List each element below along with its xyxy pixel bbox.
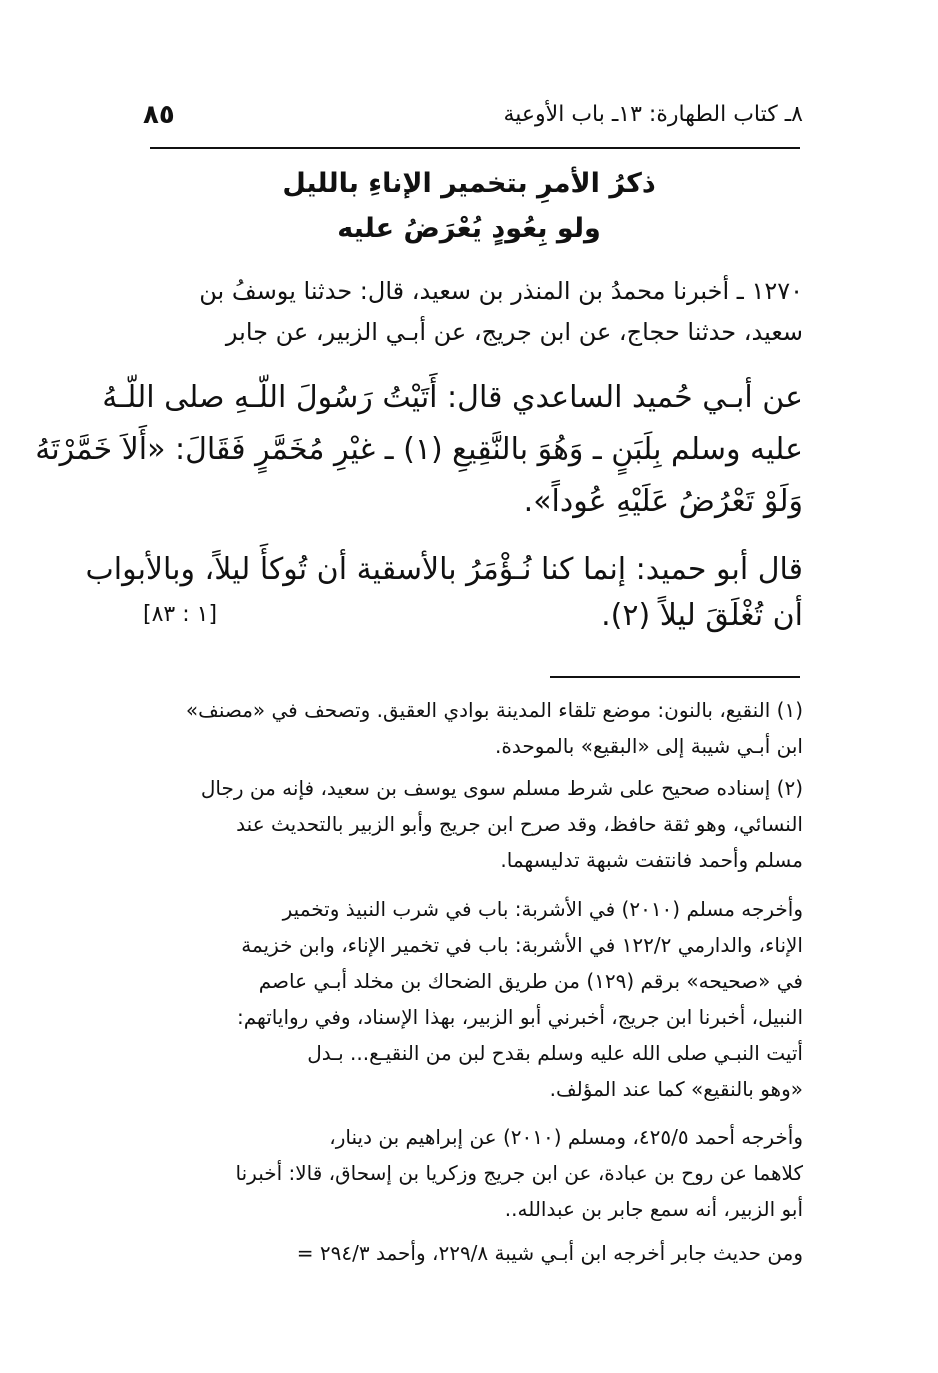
- footnote-para-3-line-3: أبو الزبير، أنه سمع جابر بن عبدالله..: [504, 1197, 803, 1221]
- footnote-para-4-line-1: ومن حديث جابر أخرجه ابن أبـي شيبة ٢٢٩/٨، وأحمد ٢٩٤/٣ =: [296, 1241, 803, 1265]
- abu-humaid-line-1: قال أبو حميد: إنما كنا نُـؤْمَرُ بالأسقية أن تُوكأَ ليلاً، وبالأبواب: [85, 552, 803, 587]
- footnote-2-line-2: النسائي، وهو ثقة حافظ، وقد صرح ابن جريج وأبو الزبير بالتحديث عند: [236, 812, 803, 836]
- isnad-line-1: ١٢٧٠ ـ أخبرنا محمدُ بن المنذر بن سعيد، قال: حدثنا يوسفُ بن: [199, 277, 803, 305]
- footnote-para-2-line-1: وأخرجه مسلم (٢٠١٠) في الأشربة: باب في شرب النبيذ وتخمير: [282, 897, 803, 921]
- matn-line-1: عن أبـي حُميد الساعدي قال: أَتَيْتُ رَسُولَ اللّـهِ صلى اللّـهُ: [102, 380, 803, 415]
- header-rule: [150, 147, 800, 149]
- footnote-1-line-1: (١) النقيع، بالنون: موضع تلقاء المدينة بوادي العقيق. وتصحف في «مصنف»: [185, 698, 803, 722]
- footnote-para-2-line-5: أتيت النبـي صلى الله عليه وسلم بقدح لبن من النقيـع... بـدل: [307, 1041, 803, 1065]
- footnote-para-2-line-6: «وهو بالنقيع» كما عند المؤلف.: [549, 1077, 803, 1101]
- footnote-para-2-line-4: النبيل، أخبرنا ابن جريج، أخبرني أبو الزبير، بهذا الإسناد، وفي رواياتهم:: [236, 1005, 803, 1029]
- running-header: ٨ـ كتاب الطهارة: ١٣ـ باب الأوعية: [503, 102, 803, 127]
- footnote-para-3-line-1: وأخرجه أحمد ٤٢٥/٥، ومسلم (٢٠١٠) عن إبراهيم بن دينار،: [329, 1125, 803, 1149]
- footnote-1-line-2: ابن أبـي شيبة إلى «البقيع» بالموحدة.: [495, 734, 803, 758]
- footnote-para-2-line-2: الإناء، والدارمي ١٢٢/٢ في الأشربة: باب في تخمير الإناء، وابن خزيمة: [241, 933, 803, 957]
- chapter-heading-line-2: ولو بِعُودٍ يُعْرَضُ عليه: [337, 213, 601, 244]
- footnote-2-line-3: مسلم وأحمد فانتفت شبهة تدليسهما.: [500, 848, 803, 872]
- matn-line-3: وَلَوْ تَعْرُضُ عَلَيْهِ عُوداً».: [523, 484, 803, 519]
- matn-line-2: عليه وسلم بِلَبَنٍ ـ وَهُوَ بالنَّقِيعِ (١) ـ غيْرِ مُخَمَّرٍ فَقَالَ: «أَلاَ خَمَّرْتَهُ: [35, 432, 803, 467]
- footnote-para-3-line-2: كلاهما عن روح بن عبادة، عن ابن جريج وزكريا بن إسحاق، قالا: أخبرنا: [235, 1161, 803, 1185]
- abu-humaid-line-2: أن تُغْلَقَ ليلاً (٢).: [601, 598, 803, 633]
- chapter-heading-line-1: ذكرُ الأمرِ بتخمير الإناءِ بالليل: [282, 168, 656, 199]
- isnad-line-2: سعيد، حدثنا حجاج، عن ابن جريج، عن أبـي الزبير، عن جابر: [225, 318, 803, 346]
- footnote-2-line-1: (٢) إسناده صحيح على شرط مسلم سوى يوسف بن سعيد، فإنه من رجال: [200, 776, 803, 800]
- footnote-para-2-line-3: في «صحيحه» برقم (١٢٩) من طريق الضحاك بن مخلد أبـي عاصم: [258, 969, 803, 993]
- footnote-rule: [550, 676, 800, 678]
- hadith-reference: [١ : ٨٣]: [143, 602, 218, 627]
- page-number: ٨٥: [143, 100, 175, 130]
